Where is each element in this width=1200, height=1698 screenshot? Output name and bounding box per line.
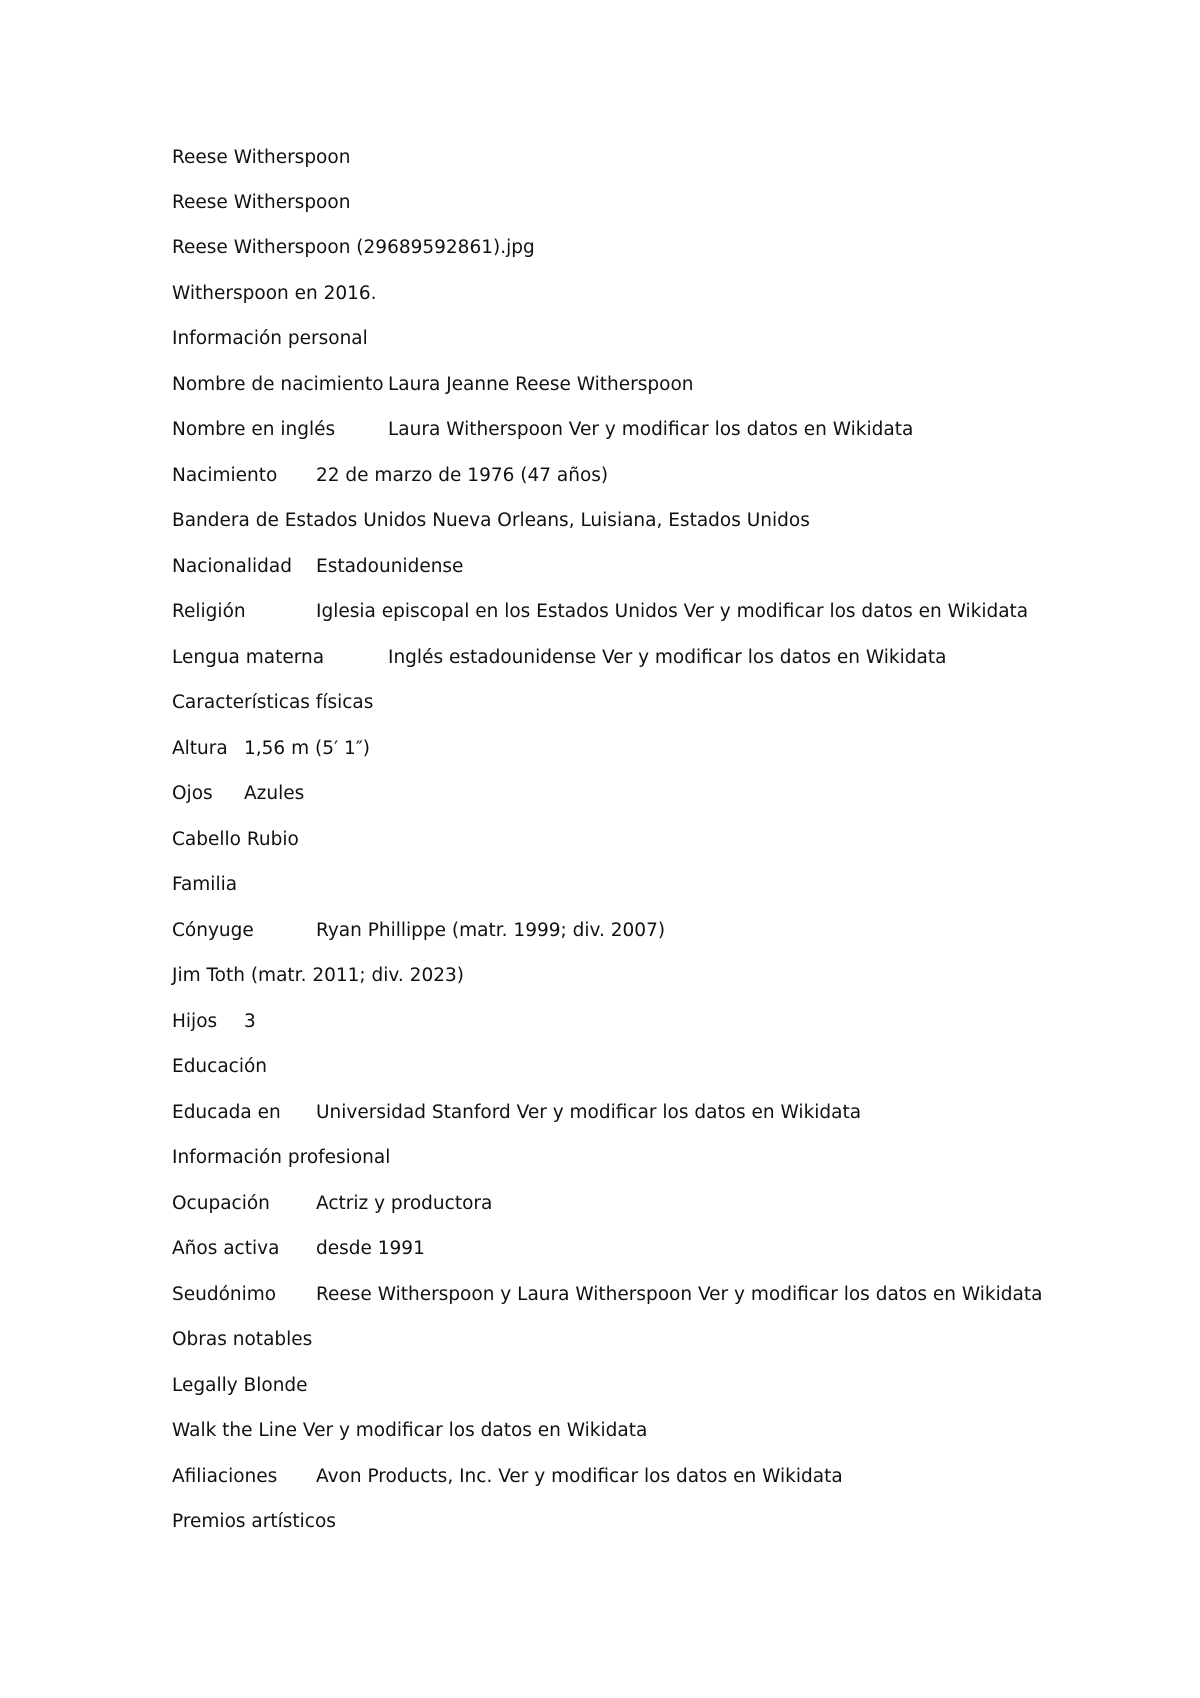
field-label: Nacimiento — [172, 465, 278, 486]
line-text: Reese Witherspoon (29689592861).jpg — [172, 237, 535, 258]
field-value: Estadounidense — [316, 556, 464, 577]
field-value: Iglesia episcopal en los Estados Unidos Ver y modificar los datos en Wikidata — [316, 601, 1029, 622]
doc-line-work-1 — [172, 1374, 308, 1398]
field-value: Avon Products, Inc. Ver y modificar los datos en Wikidata — [316, 1466, 843, 1487]
section-heading: Premios artísticos — [172, 1511, 336, 1532]
field-value: Ryan Phillippe (matr. 1999; div. 2007) — [316, 920, 666, 941]
field-label: Lengua materna — [172, 647, 325, 668]
field-label: Afiliaciones — [172, 1466, 278, 1487]
field-value: desde 1991 — [316, 1238, 425, 1259]
section-heading: Familia — [172, 874, 238, 895]
doc-line-work-2 — [172, 1419, 647, 1443]
field-label: Años activa — [172, 1238, 280, 1259]
field-value: Laura Jeanne Reese Witherspoon — [388, 374, 694, 395]
field-value: Inglés estadounidense Ver y modificar los datos en Wikidata — [388, 647, 947, 668]
doc-line-birth-name — [172, 373, 694, 397]
doc-line-pseudonym — [172, 1283, 1043, 1307]
doc-line-spouse-2 — [172, 964, 464, 988]
section-heading: Obras notables — [172, 1329, 313, 1350]
line-text: Reese Witherspoon — [172, 192, 351, 213]
field-label: Nombre de nacimiento — [172, 374, 384, 395]
field-label: Educada en — [172, 1102, 281, 1123]
doc-line-religion — [172, 600, 1029, 624]
doc-line-eyes — [172, 782, 305, 806]
doc-line-years-active — [172, 1237, 425, 1261]
doc-line-mother-tongue — [172, 646, 947, 670]
doc-line-section-physical — [172, 691, 373, 715]
doc-line-image-filename — [172, 236, 535, 260]
doc-line-section-professional — [172, 1146, 390, 1170]
line-text: Jim Toth (matr. 2011; div. 2023) — [172, 965, 464, 986]
field-value: 3 — [244, 1011, 256, 1032]
doc-line-occupation — [172, 1192, 493, 1216]
line-text: Bandera de Estados Unidos Nueva Orleans, Luisiana, Estados Unidos — [172, 510, 810, 531]
field-label: Seudónimo — [172, 1284, 277, 1305]
field-label: Ocupación — [172, 1193, 270, 1214]
field-label: Nombre en inglés — [172, 419, 336, 440]
doc-line-english-name — [172, 418, 914, 442]
field-value: Laura Witherspoon Ver y modificar los datos en Wikidata — [388, 419, 914, 440]
field-value: 1,56 m (5′ 1″) — [244, 738, 370, 759]
line-text: Walk the Line Ver y modificar los datos en Wikidata — [172, 1420, 648, 1441]
section-heading: Educación — [172, 1056, 268, 1077]
field-label: Hijos — [172, 1011, 218, 1032]
doc-line-notable-works — [172, 1328, 312, 1352]
doc-line-title-2 — [172, 191, 350, 215]
field-label: Cónyuge — [172, 920, 254, 941]
doc-line-children — [172, 1010, 256, 1034]
doc-line-title-1 — [172, 146, 350, 170]
line-text: Witherspoon en 2016. — [172, 283, 377, 304]
section-heading: Características físicas — [172, 692, 374, 713]
doc-line-image-caption — [172, 282, 377, 306]
field-value: Actriz y productora — [316, 1193, 493, 1214]
doc-line-birthplace — [172, 509, 810, 533]
doc-line-hair — [172, 828, 299, 852]
doc-line-section-personal — [172, 327, 368, 351]
field-value: Azules — [244, 783, 305, 804]
field-label: Religión — [172, 601, 246, 622]
doc-line-spouse — [172, 919, 666, 943]
field-value: 22 de marzo de 1976 (47 años) — [316, 465, 609, 486]
field-label: Ojos — [172, 783, 213, 804]
doc-line-birth — [172, 464, 609, 488]
line-text: Reese Witherspoon — [172, 147, 351, 168]
doc-line-awards — [172, 1510, 336, 1534]
field-value: Universidad Stanford Ver y modificar los datos en Wikidata — [316, 1102, 862, 1123]
line-text: Legally Blonde — [172, 1375, 308, 1396]
doc-line-section-education — [172, 1055, 267, 1079]
doc-line-educated-at — [172, 1101, 862, 1125]
field-label: Altura — [172, 738, 228, 759]
doc-line-height — [172, 737, 370, 761]
section-heading: Información profesional — [172, 1147, 391, 1168]
doc-line-section-family — [172, 873, 237, 897]
doc-line-affiliations — [172, 1465, 843, 1489]
field-label: Nacionalidad — [172, 556, 292, 577]
section-heading: Información personal — [172, 328, 368, 349]
field-value: Reese Witherspoon y Laura Witherspoon Ver y modificar los datos en Wikidata — [316, 1284, 1043, 1305]
line-text: Cabello Rubio — [172, 829, 299, 850]
doc-line-nationality — [172, 555, 464, 579]
